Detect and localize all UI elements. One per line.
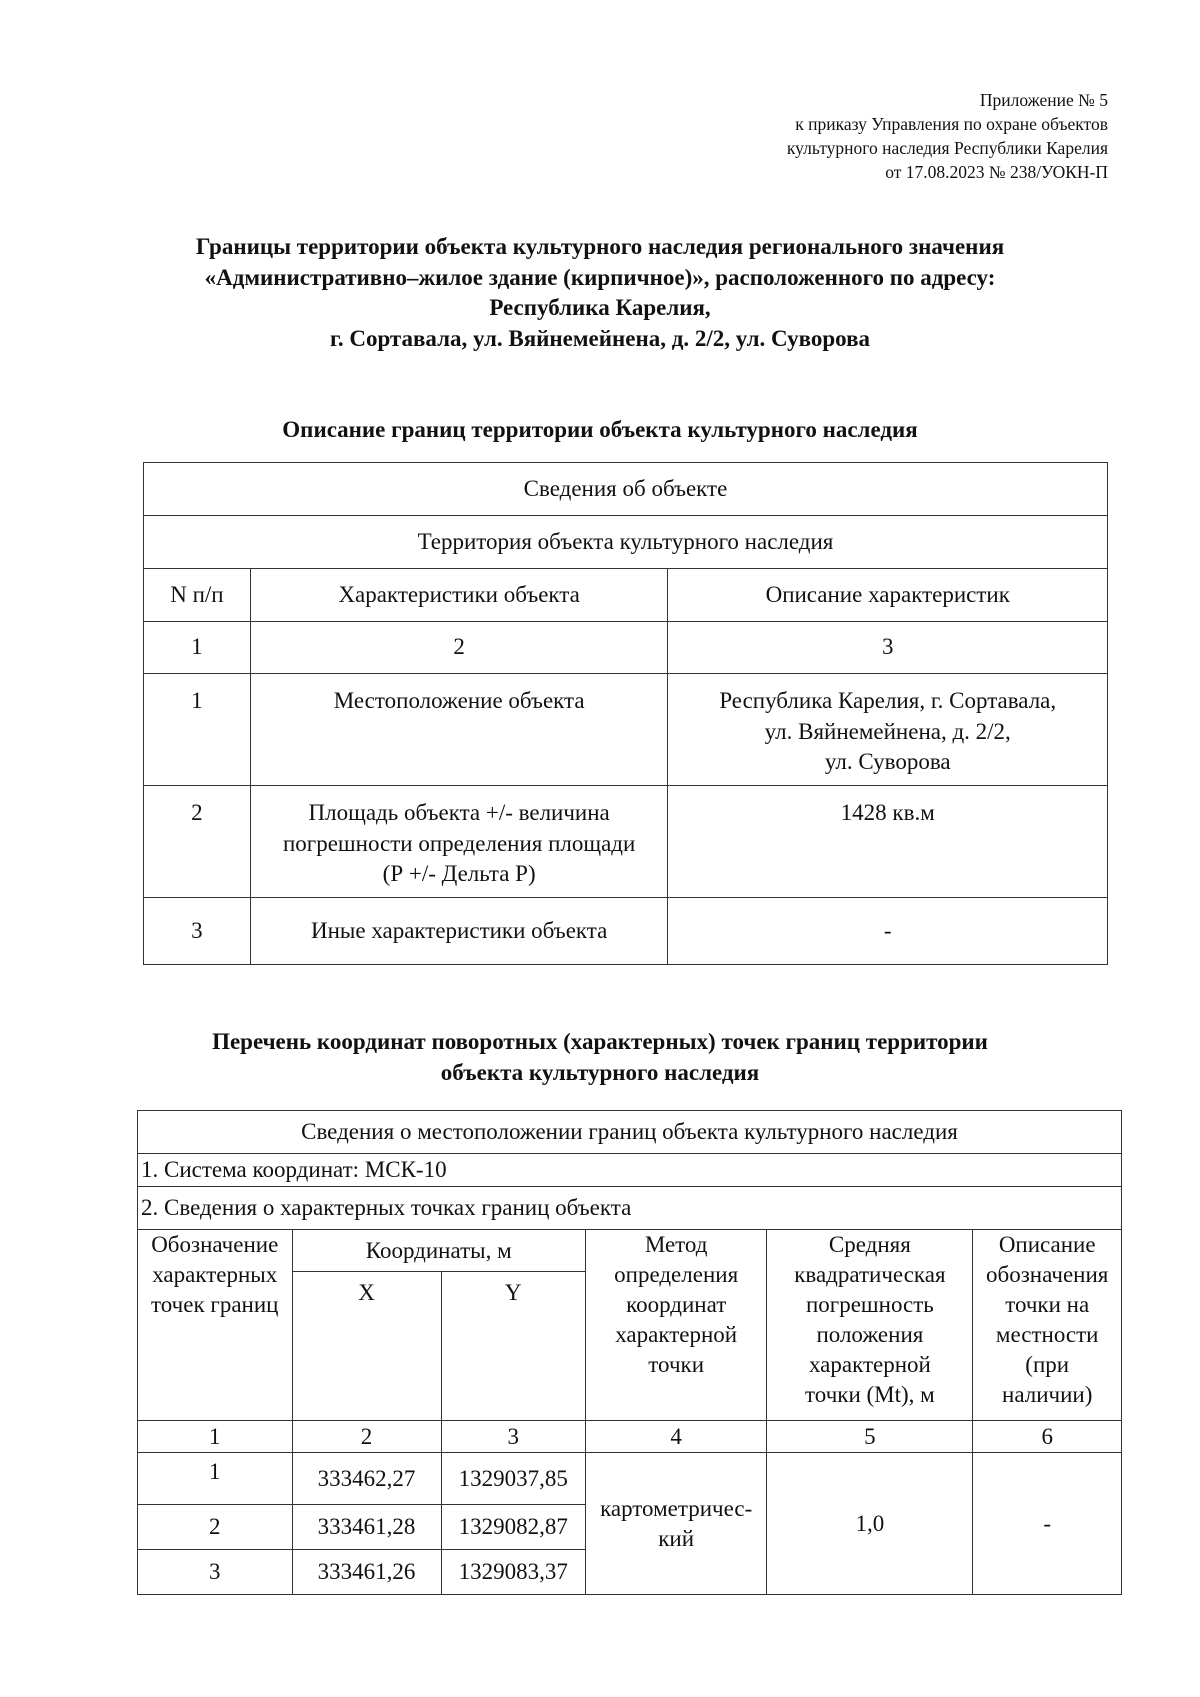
method-line-5: точки	[648, 1352, 704, 1377]
title-line-3: Республика Карелия,	[489, 295, 711, 320]
coordinates-heading-line-1: Перечень координат поворотных (характерных) точек границ территории	[212, 1029, 988, 1054]
appendix-line-1: Приложение № 5	[979, 90, 1108, 110]
note-line-1: Описание	[998, 1232, 1096, 1257]
point-x: 333461,28	[292, 1505, 441, 1550]
error-line-6: точки (Mt), м	[805, 1382, 935, 1407]
column-header-characteristic: Характеристики объекта	[250, 569, 668, 622]
error-line-2: квадратическая	[794, 1262, 946, 1287]
row-number: 3	[144, 898, 251, 965]
coords-table-caption: Сведения о местоположении границ объекта культурного наследия	[138, 1111, 1122, 1154]
point-id: 1	[138, 1453, 293, 1505]
row-characteristic: Иные характеристики объекта	[250, 898, 668, 965]
point-id: 2	[138, 1505, 293, 1550]
note-line-6: наличии)	[1002, 1382, 1093, 1407]
point-id: 3	[138, 1550, 293, 1595]
note-line-4: местности	[995, 1322, 1099, 1347]
column-number-4: 4	[585, 1421, 766, 1453]
column-header-y: Y	[441, 1272, 585, 1421]
column-number-3: 3	[441, 1421, 585, 1453]
method-value-line-1: картометричес-	[600, 1495, 753, 1521]
appendix-line-2: к приказу Управления по охране объектов	[795, 114, 1108, 134]
point-x: 333462,27	[292, 1453, 441, 1505]
error-line-4: положения	[816, 1322, 924, 1347]
method-value	[585, 1453, 766, 1595]
designation-line-1: Обозначение	[151, 1232, 279, 1257]
column-number-1: 1	[138, 1421, 293, 1453]
table-row	[144, 898, 1108, 965]
row-characteristic: Местоположение объекта	[250, 674, 668, 786]
note-line-3: точки на	[1005, 1292, 1090, 1317]
column-header-error	[767, 1230, 973, 1421]
column-header-coordinates: Координаты, м	[292, 1230, 585, 1272]
table-row	[144, 674, 1108, 786]
designation-line-3: точек границ	[151, 1292, 279, 1317]
column-header-number: N п/п	[144, 569, 251, 622]
row-description	[668, 674, 1108, 786]
method-line-3: координат	[626, 1292, 727, 1317]
location-line-2: ул. Вяйнемейнена, д. 2/2,	[764, 718, 1011, 744]
coordinates-heading-line-2: объекта культурного наследия	[440, 1060, 760, 1085]
column-header-x: X	[292, 1272, 441, 1421]
error-value: 1,0	[767, 1453, 973, 1595]
description-heading: Описание границ территории объекта культурного наследия	[282, 417, 918, 442]
column-number-5: 5	[767, 1421, 973, 1453]
row-description: -	[668, 898, 1108, 965]
table-row	[144, 786, 1108, 898]
column-header-designation	[138, 1230, 293, 1421]
row-number: 2	[144, 786, 251, 898]
error-line-1: Средняя	[828, 1232, 911, 1257]
column-header-note	[973, 1230, 1122, 1421]
method-value-line-2: кий	[658, 1525, 695, 1551]
coordinates-heading	[120, 1026, 1080, 1088]
method-line-2: определения	[614, 1262, 739, 1287]
table-caption-territory: Территория объекта культурного наследия	[144, 516, 1108, 569]
error-line-5: характерной	[808, 1352, 931, 1377]
area-line-3: (Р +/- Дельта Р)	[382, 861, 536, 886]
appendix-line-4: от 17.08.2023 № 238/УОКН-П	[885, 162, 1108, 182]
location-line-1: Республика Карелия, г. Сортавала,	[719, 688, 1057, 713]
document-title	[130, 232, 1070, 354]
title-line-4: г. Сортавала, ул. Вяйнемейнена, д. 2/2, ул. Суворова	[329, 325, 871, 351]
title-line-2: «Административно–жилое здание (кирпичное)», расположенного по адресу:	[204, 264, 996, 290]
column-number-2: 2	[292, 1421, 441, 1453]
table-row	[138, 1453, 1122, 1505]
row-description: 1428 кв.м	[668, 786, 1108, 898]
row-characteristic	[250, 786, 668, 898]
note-line-5: (при	[1025, 1352, 1070, 1377]
coordinate-system: 1. Система координат: МСК-10	[138, 1154, 1122, 1187]
table-caption-object-info: Сведения об объекте	[144, 463, 1108, 516]
column-number-6: 6	[973, 1421, 1122, 1453]
points-caption: 2. Сведения о характерных точках границ объекта	[138, 1187, 1122, 1230]
column-number-2: 2	[250, 622, 668, 674]
point-y: 1329037,85	[441, 1453, 585, 1505]
appendix-line-3: культурного наследия Республики Карелия	[786, 138, 1108, 158]
point-y: 1329082,87	[441, 1505, 585, 1550]
designation-line-2: характерных	[152, 1262, 278, 1287]
column-header-method	[585, 1230, 766, 1421]
column-number-1: 1	[144, 622, 251, 674]
area-line-1: Площадь объекта +/- величина	[308, 800, 610, 825]
area-line-2: погрешности определения площади	[282, 830, 636, 856]
object-description-table	[143, 462, 1108, 965]
column-number-3: 3	[668, 622, 1108, 674]
note-line-2: обозначения	[986, 1262, 1109, 1287]
coordinates-table	[137, 1110, 1122, 1595]
point-x: 333461,26	[292, 1550, 441, 1595]
title-line-1: Границы территории объекта культурного наследия регионального значения	[195, 234, 1005, 259]
row-number: 1	[144, 674, 251, 786]
point-y: 1329083,37	[441, 1550, 585, 1595]
location-line-3: ул. Суворова	[824, 749, 951, 774]
method-line-4: характерной	[615, 1322, 738, 1347]
appendix-header	[508, 88, 1108, 184]
method-line-1: Метод	[644, 1232, 708, 1257]
column-header-description: Описание характеристик	[668, 569, 1108, 622]
error-line-3: погрешность	[805, 1292, 934, 1317]
note-value: -	[973, 1453, 1122, 1595]
